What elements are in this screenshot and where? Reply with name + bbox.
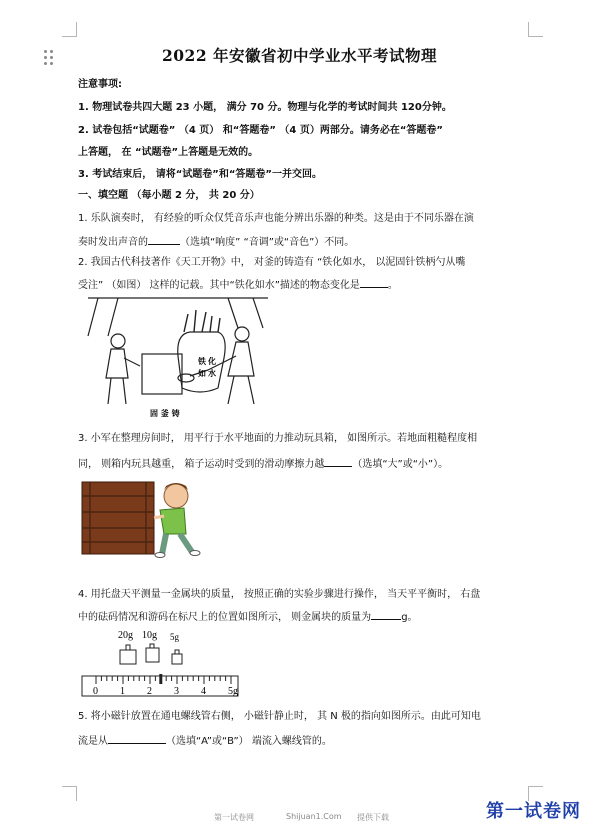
page-corner-mark <box>62 786 77 801</box>
question-1-text: 1. 乐队演奏时， 有经验的听众仅凭音乐声也能分辨出乐器的种类。这是由于不同乐器在演 <box>78 213 474 224</box>
scale-tick-label: 4 <box>201 686 206 697</box>
scale-tick-label: 0 <box>93 686 98 697</box>
figure-label: 化 <box>208 357 216 366</box>
weight-label: 5g <box>170 632 179 642</box>
scale-tick-label: 5g <box>228 686 238 697</box>
answer-blank[interactable] <box>324 456 352 467</box>
page-title: 2022 年安徽省初中学业水平考试物理 <box>161 46 438 65</box>
question-5-text: 流是从 （选填“A”或“B”） 端流入螺线管的。 <box>78 733 332 749</box>
weight-label: 10g <box>142 630 157 641</box>
figure-label: 如 <box>198 369 206 378</box>
answer-blank[interactable] <box>148 234 180 245</box>
notice-heading: 注意事项: <box>78 79 122 90</box>
scale-tick-label: 3 <box>174 686 179 697</box>
footer-mid: Shijuan1.Com <box>286 812 342 821</box>
section-heading: 一、填空题 （每小题 2 分， 共 20 分） <box>78 190 260 201</box>
notice-line: 1. 物理试卷共四大题 23 小题， 满分 70 分。物理与化学的考试时间共 120分钟。 <box>78 102 452 113</box>
question-2-text: 受注” （如图） 这样的记载。其中“铁化如水”描述的物态变化是 。 <box>78 277 398 293</box>
brand-logo: 第一试卷网 <box>486 801 581 822</box>
footer-left: 第一试卷网 <box>214 813 254 822</box>
page-corner-mark <box>528 22 543 37</box>
scale-tick-label: 1 <box>120 686 125 697</box>
page-corner-mark <box>62 22 77 37</box>
question-3-text: 同， 则箱内玩具越重， 箱子运动时受到的滑动摩擦力越 （选填“大”或“小”）。 <box>78 456 448 472</box>
pushing-box-illustration <box>80 476 210 558</box>
rider-marker <box>159 674 162 684</box>
question-2-text: 2. 我国古代科技著作《天工开物》中， 对釜的铸造有 “铁化如水， 以泥固针铁柄勺从嘴 <box>78 257 466 268</box>
notice-line: 上答题， 在 “试题卷”上答题是无效的。 <box>78 147 259 158</box>
balance-figure <box>80 626 240 698</box>
question-5-text: 5. 将小磁针放置在通电螺线管右侧， 小磁针静止时， 其 N 极的指向如图所示。由此可知电 <box>78 711 481 722</box>
notice-line: 2. 试卷包括“试题卷” （4 页） 和“答题卷” （4 页）两部分。请务必在“答题卷” <box>78 125 443 136</box>
answer-blank[interactable] <box>108 733 166 744</box>
question-1-text: 奏时发出声音的 （选填“响度” “音调”或“音色”）不同。 <box>78 234 354 250</box>
scale-tick-label: 2 <box>147 686 152 697</box>
figure-label: 水 <box>208 369 216 378</box>
figure-caption: 固 釜 铸 <box>150 409 180 418</box>
answer-blank[interactable] <box>371 609 401 620</box>
answer-blank[interactable] <box>360 277 388 288</box>
question-4-text: 4. 用托盘天平测量一金属块的质量， 按照正确的实验步骤进行操作， 当天平平衡时， 右盘 <box>78 589 481 600</box>
figure-label: 铁 <box>198 357 206 366</box>
question-3-text: 3. 小军在整理房间时， 用平行于水平地面的力推动玩具箱， 如图所示。若地面粗糙程度相 <box>78 433 478 444</box>
notice-line: 3. 考试结束后， 请将“试题卷”和“答题卷”一并交回。 <box>78 169 323 180</box>
question-4-text: 中的砝码情况和游码在标尺上的位置如图所示， 则金属块的质量为 g。 <box>78 609 418 625</box>
footer-right: 提供下载 <box>357 813 389 822</box>
casting-illustration <box>78 296 278 420</box>
weight-label: 20g <box>118 630 133 641</box>
